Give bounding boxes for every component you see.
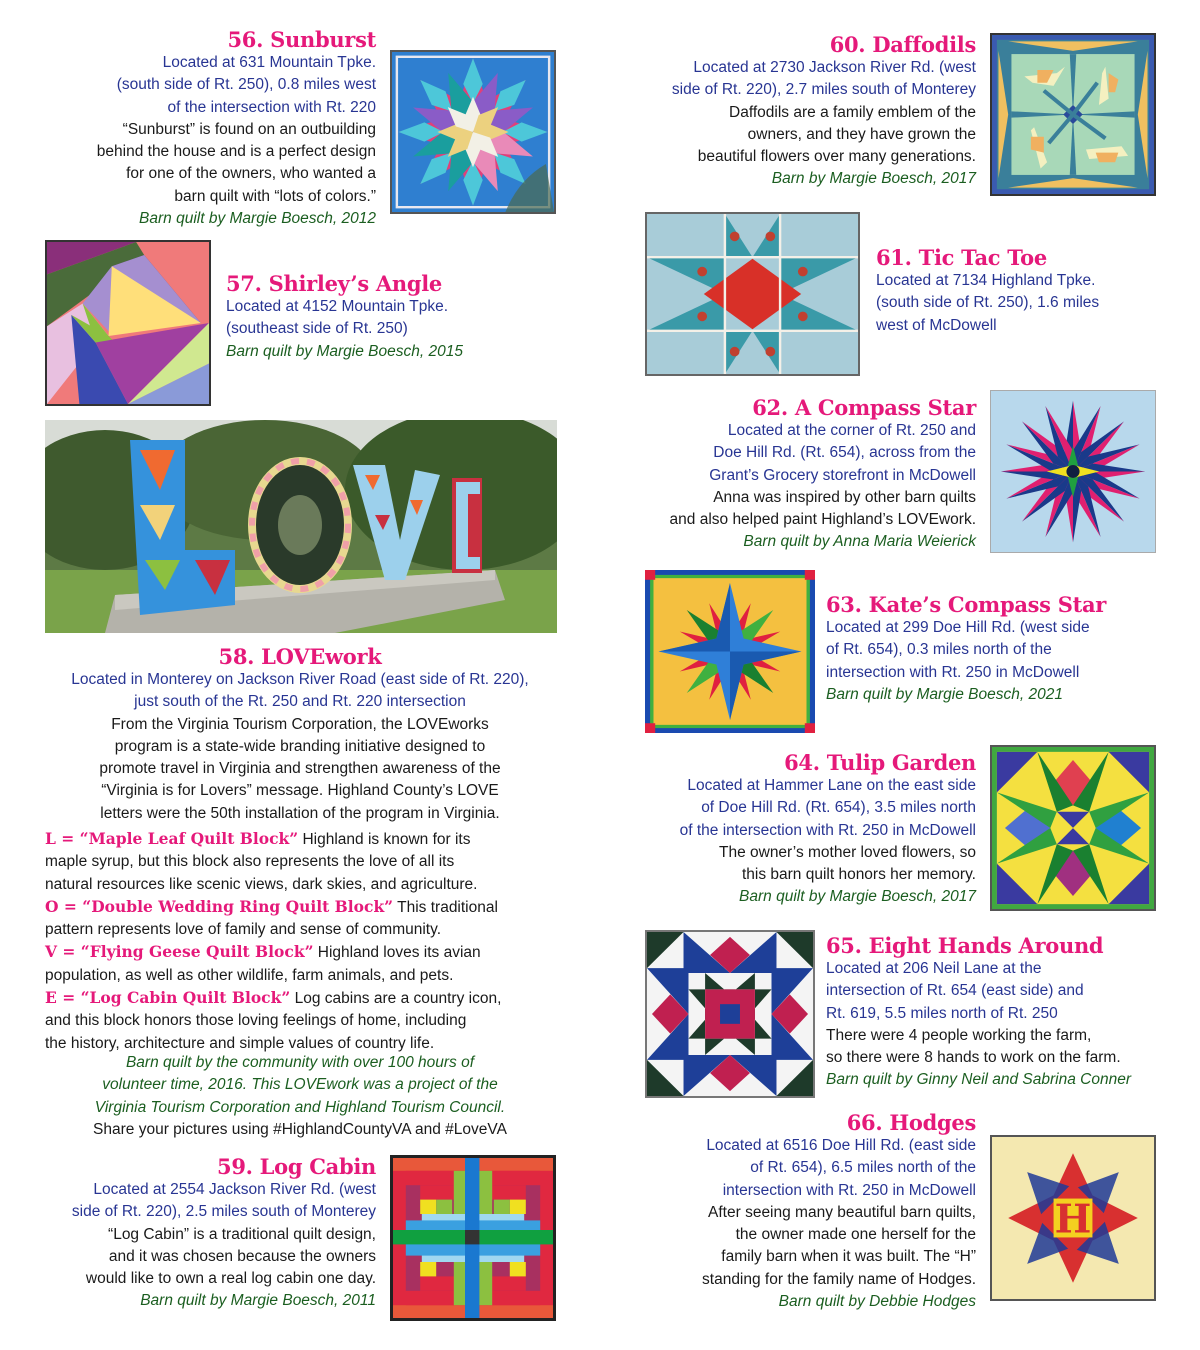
entry-title: 58. LOVEwork <box>218 644 382 669</box>
entry-title: 56. Sunburst <box>227 27 376 52</box>
description-line: letters were the 50th installation of the program in Virginia. <box>100 804 500 822</box>
description-line: After seeing many beautiful barn quilts, <box>708 1203 976 1221</box>
location-line: Located at 4152 Mountain Tpke. <box>226 298 449 315</box>
tulip-garden-quilt-image <box>990 745 1156 911</box>
tic-tac-toe-quilt-image <box>645 212 860 376</box>
location-line: intersection of Rt. 654 (east side) and <box>826 982 1084 1000</box>
description-line: population, as well as other wildlife, farm animals, and pets. <box>45 966 454 984</box>
location-line: Located at 2554 Jackson River Rd. (west <box>93 1181 376 1198</box>
entry-63-text <box>826 593 1166 706</box>
location-line: (south side of Rt. 250), 1.6 miles <box>876 294 1100 312</box>
location-line: Located at 299 Doe Hill Rd. (west side <box>826 619 1090 636</box>
entry-66-text <box>620 1111 976 1313</box>
entry-65-text <box>826 934 1186 1092</box>
eight-hands-around-quilt-image <box>645 930 815 1098</box>
location-line: Located at 206 Neil Lane at the <box>826 960 1042 977</box>
location-line: Located at 631 Mountain Tpke. <box>162 54 376 71</box>
description-line: There were 4 people working the farm, <box>826 1026 1092 1044</box>
entry-title: 66. Hodges <box>846 1110 976 1135</box>
credit: Barn quilt by Margie Boesch, 2015 <box>226 342 463 360</box>
kates-compass-star-quilt-image <box>645 570 815 733</box>
location-line: Rt. 619, 5.5 miles north of Rt. 250 <box>826 1004 1058 1022</box>
description-line: promote travel in Virginia and strengthen awareness of the <box>99 760 501 778</box>
credit-line: volunteer time, 2016. This LOVEwork was a project of the <box>102 1076 498 1094</box>
location-line: Doe Hill Rd. (Rt. 654), across from the <box>713 444 976 462</box>
description-line: and also helped paint Highland’s LOVEwork. <box>669 511 976 529</box>
entry-title: 65. Eight Hands Around <box>826 933 1104 958</box>
letter-v-heading: V = “Flying Geese Quilt Block” <box>45 942 314 962</box>
location-line: of the intersection with Rt. 220 <box>167 98 376 116</box>
entry-title: 59. Log Cabin <box>217 1154 376 1179</box>
description-line: family barn when it was built. The “H” <box>721 1248 976 1266</box>
description-line: “Sunburst” is found on an outbuilding <box>122 120 376 138</box>
entry-title: 62. A Compass Star <box>752 395 976 420</box>
share-text: Share your pictures using #HighlandCountyVA and #LoveVA <box>93 1120 507 1138</box>
description-line: Anna was inspired by other barn quilts <box>713 488 976 506</box>
description-line: beautiful flowers over many generations. <box>697 148 976 166</box>
location-line: Located at Hammer Lane on the east side <box>687 777 976 794</box>
letter-e-line: E = “Log Cabin Quilt Block” Log cabins are a country icon, <box>45 988 502 1008</box>
log-cabin-quilt-image <box>390 1155 556 1321</box>
location-line: intersection with Rt. 250 in McDowell <box>722 1181 976 1199</box>
letter-o-heading: O = “Double Wedding Ring Quilt Block” <box>45 896 394 916</box>
letter-o-line: O = “Double Wedding Ring Quilt Block” This traditional <box>45 896 498 916</box>
description-line: The owner’s mother loved flowers, so <box>718 843 976 861</box>
entry-title: 57. Shirley’s Angle <box>226 271 442 296</box>
entry-60-text <box>620 33 976 191</box>
description-line: the owner made one herself for the <box>735 1226 976 1244</box>
credit-line: Virginia Tourism Corporation and Highland Tourism Council. <box>94 1098 506 1116</box>
sunburst-quilt-image <box>390 50 556 214</box>
entry-62-text <box>620 396 976 554</box>
description-line: From the Virginia Tourism Corporation, the LOVEworks <box>111 715 489 733</box>
location-line: intersection with Rt. 250 in McDowell <box>826 663 1080 681</box>
description-line: program is a state-wide branding initiative designed to <box>114 737 486 755</box>
entry-57-text <box>226 272 546 363</box>
entry-title: 60. Daffodils <box>829 32 976 57</box>
entry-56-text <box>40 28 376 230</box>
description-line: Daffodils are a family emblem of the <box>729 103 976 121</box>
location-line: (south side of Rt. 250), 0.8 miles west <box>116 76 376 94</box>
credit: Barn quilt by Margie Boesch, 2011 <box>140 1292 376 1310</box>
location-line: Located at the corner of Rt. 250 and <box>727 422 976 439</box>
hodges-quilt-image <box>990 1135 1156 1301</box>
letter-v-line: V = “Flying Geese Quilt Block” Highland loves its avian <box>45 942 481 962</box>
description-line: so there were 8 hands to work on the farm. <box>826 1049 1121 1067</box>
description-line: barn quilt with “lots of colors.” <box>174 187 376 205</box>
credit: Barn quilt by Margie Boesch, 2021 <box>826 685 1063 703</box>
location-line: of Rt. 654), 6.5 miles north of the <box>750 1159 976 1177</box>
lovework-letters <box>45 828 565 1055</box>
credit: Barn by Margie Boesch, 2017 <box>771 170 976 188</box>
location-line: side of Rt. 220), 2.7 miles south of Monterey <box>671 81 976 99</box>
location-line: of Rt. 654), 0.3 miles north of the <box>826 641 1052 659</box>
credit-line: Barn quilt by the community with over 100 hours of <box>125 1054 475 1071</box>
entry-64-text <box>620 751 976 909</box>
location-line: Located at 7134 Highland Tpke. <box>876 272 1096 289</box>
description-line: “Log Cabin” is a traditional quilt design, <box>108 1225 376 1243</box>
description-line: pattern represents love of family and sense of community. <box>45 921 442 939</box>
credit: Barn quilt by Margie Boesch, 2012 <box>139 210 376 228</box>
description-line: owners, and they have grown the <box>747 125 976 143</box>
entry-58-text <box>30 645 570 825</box>
description-line: natural resources like scenic views, dark skies, and agriculture. <box>45 875 478 893</box>
credit: Barn quilt by Ginny Neil and Sabrina Conner <box>826 1071 1132 1089</box>
credit: Barn quilt by Debbie Hodges <box>778 1293 976 1311</box>
entry-61-text <box>876 246 1176 337</box>
lovework-credit <box>30 1052 570 1141</box>
location-line: Located in Monterey on Jackson River Road (east side of Rt. 220), <box>71 671 529 688</box>
entry-title: 61. Tic Tac Toe <box>876 245 1047 270</box>
svg-text:H: H <box>1054 1196 1092 1243</box>
location-line: Grant’s Grocery storefront in McDowell <box>709 466 976 484</box>
location-line: of Doe Hill Rd. (Rt. 654), 3.5 miles north <box>701 799 976 817</box>
location-line: Located at 6516 Doe Hill Rd. (east side <box>706 1137 976 1154</box>
description-line: and this block honors those loving feelings of home, including <box>45 1012 467 1030</box>
letter-l-line: L = “Maple Leaf Quilt Block” Highland is known for its <box>45 829 471 848</box>
letter-e-heading: E = “Log Cabin Quilt Block” <box>45 988 291 1008</box>
entry-title: 63. Kate’s Compass Star <box>826 592 1107 617</box>
description-line: standing for the family name of Hodges. <box>702 1270 976 1288</box>
location-line: west of McDowell <box>876 316 997 334</box>
location-line: Located at 2730 Jackson River Rd. (west <box>693 59 976 76</box>
location-line: (southeast side of Rt. 250) <box>226 320 408 338</box>
description-line: this barn quilt honors her memory. <box>741 866 976 884</box>
description-line: behind the house and is a perfect design <box>96 143 376 161</box>
entry-59-text <box>40 1155 376 1313</box>
location-line: just south of the Rt. 250 and Rt. 220 intersection <box>134 693 466 711</box>
description-line: and it was chosen because the owners <box>108 1247 376 1265</box>
description-line: the history, architecture and simple values of country life. <box>45 1034 435 1052</box>
description-line: maple syrup, but this block also represents the love of all its <box>45 853 455 871</box>
credit: Barn quilt by Anna Maria Weierick <box>743 533 976 551</box>
description-line: for one of the owners, who wanted a <box>126 165 376 183</box>
compass-star-quilt-image <box>990 390 1156 553</box>
credit: Barn quilt by Margie Boesch, 2017 <box>739 888 976 906</box>
location-line: side of Rt. 220), 2.5 miles south of Monterey <box>71 1203 376 1221</box>
entry-title: 64. Tulip Garden <box>784 750 976 775</box>
lovework-photo <box>45 420 557 633</box>
description-line: “Virginia is for Lovers” message. Highland County’s LOVE <box>101 782 499 800</box>
letter-l-heading: L = “Maple Leaf Quilt Block” <box>45 829 299 848</box>
daffodils-quilt-image <box>990 33 1156 196</box>
description-line: would like to own a real log cabin one day. <box>85 1270 376 1288</box>
location-line: of the intersection with Rt. 250 in McDowell <box>679 821 976 839</box>
shirleys-angle-quilt-image <box>45 240 211 406</box>
